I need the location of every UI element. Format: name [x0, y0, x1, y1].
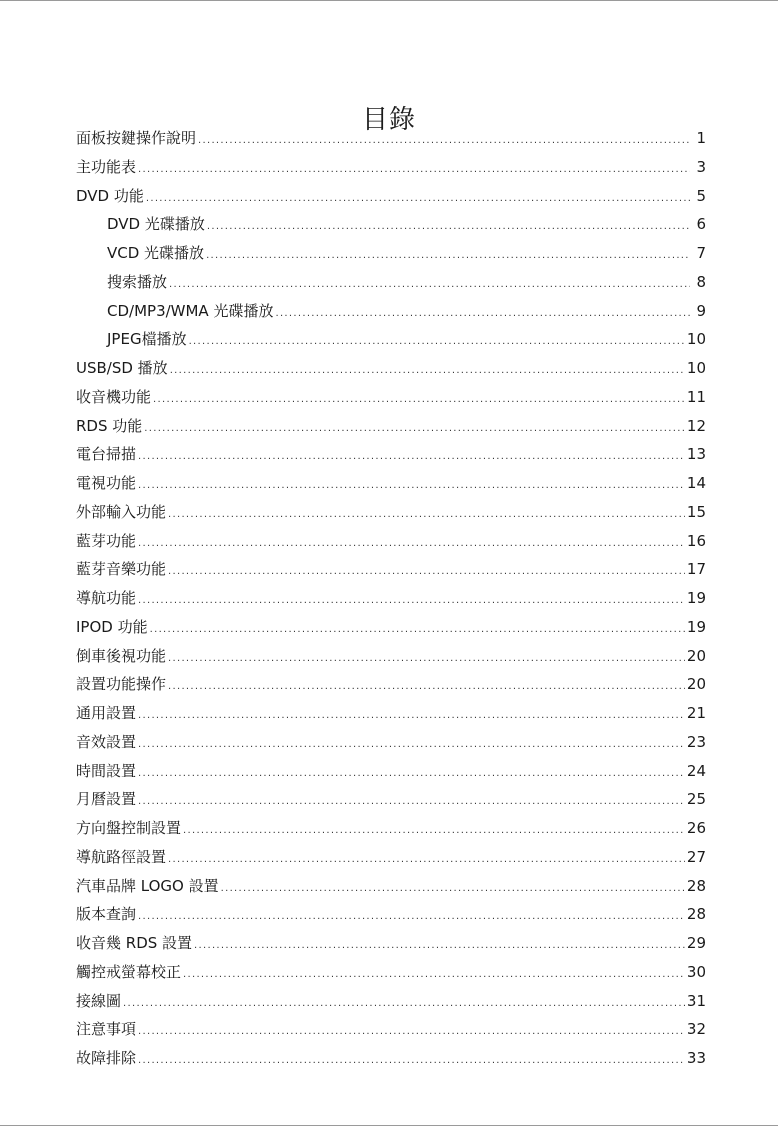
toc-subentry[interactable]: [76, 325, 706, 354]
toc-entry[interactable]: [76, 527, 706, 556]
dot-leader: [168, 558, 685, 587]
toc-entry-page: 19: [686, 617, 706, 636]
toc-entry-page: 30: [686, 962, 706, 981]
toc-entry[interactable]: [76, 872, 706, 901]
toc-entry[interactable]: [76, 584, 706, 613]
dot-leader: [138, 1018, 685, 1047]
toc-entry-label: 設置功能操作: [76, 675, 167, 694]
dot-leader: [168, 645, 685, 674]
toc-entry[interactable]: [76, 182, 706, 211]
toc-entry[interactable]: [76, 1044, 706, 1073]
toc-entry-label: 月曆設置: [76, 790, 137, 809]
dot-leader: [123, 990, 685, 1019]
toc-subentry[interactable]: [76, 268, 706, 297]
toc-entry[interactable]: [76, 929, 706, 958]
toc-entry-label: 電台掃描: [76, 445, 137, 464]
toc-entry-label: 音效設置: [76, 732, 137, 751]
dot-leader: [206, 242, 690, 271]
toc-entry-page: 21: [686, 704, 706, 722]
toc-entry-label: 汽車品牌 LOGO 設置: [76, 876, 219, 895]
toc-entry-page: 20: [686, 646, 706, 665]
toc-entry-label: 通用設置: [76, 704, 137, 722]
dot-leader: [138, 731, 685, 760]
toc-entry-label: 藍芽音樂功能: [76, 560, 167, 579]
toc-subentry[interactable]: [76, 239, 706, 268]
toc-entry-page: 31: [686, 991, 706, 1010]
dot-leader: [138, 760, 685, 789]
toc-entry-page: 20: [686, 675, 706, 694]
toc-entry-label: 觸控戒螢幕校正: [76, 962, 182, 981]
toc-entry-page: 26: [686, 819, 706, 837]
dot-leader: [138, 903, 685, 932]
toc-entry[interactable]: [76, 699, 706, 728]
toc-entry-label: 時間設置: [76, 761, 137, 780]
toc-entry-label: JPEG檔播放: [107, 330, 187, 349]
dot-leader: [194, 932, 685, 961]
toc-entry[interactable]: [76, 757, 706, 786]
toc-entry-page: 3: [696, 157, 706, 176]
toc-entry[interactable]: [76, 900, 706, 929]
toc-entry-page: 23: [686, 732, 706, 751]
toc-entry-page: 10: [686, 330, 706, 349]
toc-entry-page: 6: [696, 215, 706, 234]
dot-leader: [221, 875, 685, 904]
toc-entry[interactable]: [76, 670, 706, 699]
dot-leader: [144, 415, 685, 444]
toc-entry[interactable]: [76, 987, 706, 1016]
toc-entry-label: 導航功能: [76, 589, 137, 607]
toc-entry-label: RDS 功能: [76, 416, 143, 435]
toc-entry-label: CD/MP3/WMA 光碟播放: [107, 301, 274, 320]
toc-entry-page: 33: [686, 1049, 706, 1067]
toc-entry-label: 面板按鍵操作說明: [76, 129, 197, 147]
bottom-border-line: [0, 1125, 778, 1126]
toc-entry-label: DVD 功能: [76, 186, 144, 205]
toc-entry[interactable]: [76, 153, 706, 182]
toc-entry-label: 藍芽功能: [76, 531, 137, 550]
toc-entry-page: 24: [686, 761, 706, 780]
table-of-contents: [76, 124, 706, 1073]
toc-entry-page: 11: [686, 387, 706, 406]
toc-entry-page: 27: [686, 847, 706, 866]
toc-entry-page: 19: [686, 589, 706, 607]
toc-entry[interactable]: [76, 814, 706, 843]
toc-entry[interactable]: [76, 642, 706, 671]
toc-entry-label: 電視功能: [76, 474, 137, 492]
dot-leader: [150, 616, 685, 645]
dot-leader: [146, 185, 690, 214]
toc-entry[interactable]: [76, 498, 706, 527]
toc-entry-label: 倒車後視功能: [76, 646, 167, 665]
toc-entry[interactable]: [76, 958, 706, 987]
toc-entry[interactable]: [76, 728, 706, 757]
dot-leader: [168, 846, 685, 875]
dot-leader: [138, 788, 685, 817]
toc-entry-page: 28: [686, 905, 706, 924]
toc-entry[interactable]: [76, 124, 706, 153]
dot-leader: [207, 213, 690, 242]
toc-entry-page: 9: [696, 301, 706, 320]
toc-entry[interactable]: [76, 469, 706, 498]
dot-leader: [168, 673, 685, 702]
dot-leader: [138, 443, 685, 472]
toc-entry-label: USB/SD 播放: [76, 359, 168, 377]
dot-leader: [138, 587, 685, 616]
toc-entry[interactable]: [76, 613, 706, 642]
toc-entry-label: 導航路徑設置: [76, 847, 167, 866]
toc-entry-label: VCD 光碟播放: [107, 244, 205, 262]
toc-entry-label: 接線圖: [76, 991, 122, 1010]
toc-entry-page: 17: [686, 560, 706, 579]
toc-entry-label: 搜索播放: [107, 272, 168, 291]
toc-entry-label: 故障排除: [76, 1049, 137, 1067]
dot-leader: [183, 961, 685, 990]
dot-leader: [138, 472, 685, 501]
toc-subentry[interactable]: [76, 297, 706, 326]
dot-leader: [138, 702, 685, 731]
toc-entry[interactable]: [76, 1015, 706, 1044]
dot-leader: [169, 271, 690, 300]
toc-entry-label: 版本查詢: [76, 905, 137, 924]
toc-entry-label: IPOD 功能: [76, 617, 148, 636]
dot-leader: [275, 300, 690, 329]
toc-entry-label: 方向盤控制設置: [76, 819, 182, 837]
toc-entry[interactable]: [76, 354, 706, 383]
dot-leader: [138, 156, 690, 185]
toc-entry-page: 10: [686, 359, 706, 377]
toc-entry[interactable]: [76, 383, 706, 412]
toc-entry-page: 7: [696, 244, 706, 262]
toc-entry-page: 14: [686, 474, 706, 492]
toc-entry-page: 16: [686, 531, 706, 550]
toc-subentry[interactable]: [76, 210, 706, 239]
toc-entry-page: 28: [686, 876, 706, 895]
page-title: 目錄: [361, 105, 416, 136]
dot-leader: [198, 127, 690, 156]
toc-entry-label: 外部輸入功能: [76, 502, 167, 521]
dot-leader: [170, 357, 685, 386]
toc-entry-label: 收音機功能: [76, 387, 152, 406]
toc-entry-page: 15: [686, 502, 706, 521]
toc-entry-label: 主功能表: [76, 157, 137, 176]
toc-entry-label: 收音幾 RDS 設置: [76, 934, 193, 952]
toc-entry[interactable]: [76, 440, 706, 469]
toc-entry-label: 注意事項: [76, 1020, 137, 1039]
toc-entry[interactable]: [76, 412, 706, 441]
toc-entry-page: 1: [696, 129, 706, 147]
dot-leader: [189, 328, 685, 357]
toc-entry-page: 8: [696, 272, 706, 291]
toc-entry-page: 13: [686, 445, 706, 464]
toc-entry-page: 12: [686, 416, 706, 435]
toc-entry-page: 5: [696, 186, 706, 205]
toc-entry-page: 25: [686, 790, 706, 809]
top-border-line: [0, 0, 778, 1]
dot-leader: [168, 501, 685, 530]
toc-entry-page: 32: [686, 1020, 706, 1039]
toc-entry-label: DVD 光碟播放: [107, 215, 205, 234]
dot-leader: [138, 530, 685, 559]
toc-entry-page: 29: [686, 934, 706, 952]
toc-entry[interactable]: [76, 555, 706, 584]
dot-leader: [183, 817, 685, 846]
dot-leader: [138, 1047, 685, 1076]
toc-entry[interactable]: [76, 843, 706, 872]
toc-entry[interactable]: [76, 785, 706, 814]
dot-leader: [153, 386, 685, 415]
